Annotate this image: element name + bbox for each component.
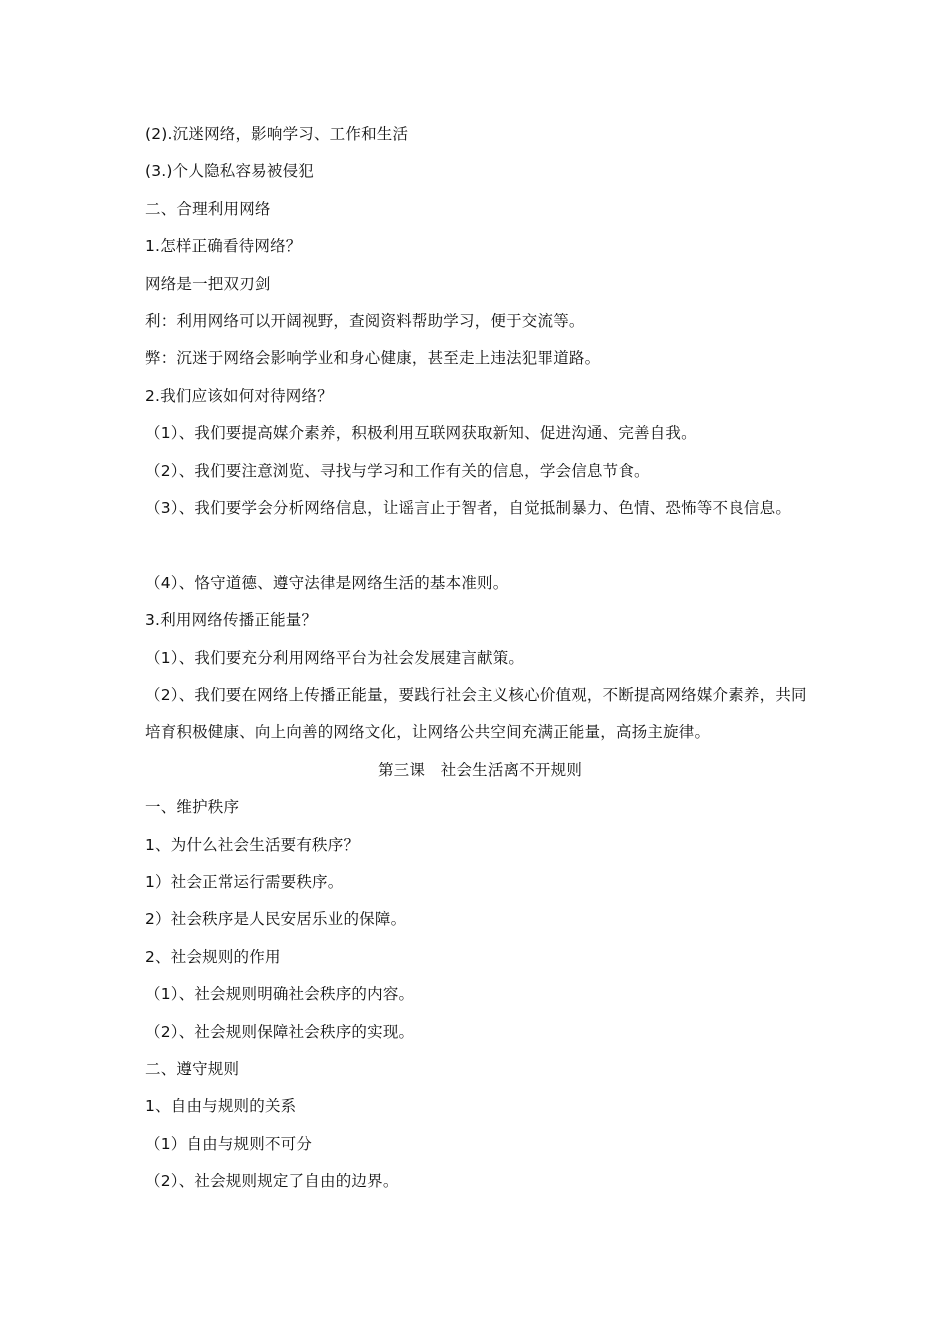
section-heading: 二、合理利用网络 [145,200,271,218]
question-heading: 2.我们应该如何对待网络？ [145,387,333,405]
list-item: 1）社会正常运行需要秩序。 [145,873,344,891]
text-line: (3.)个人隐私容易被侵犯 [145,162,314,180]
list-item: （2）、我们要在网络上传播正能量，要践行社会主义核心价值观，不断提高网络媒介素养，共同培育积极健康、向上向善的网络文化，让网络公共空间充满正能量，高扬主旋律。 [145,686,807,741]
list-item: （1）自由与规则不可分 [145,1135,313,1153]
question-heading: 2、社会规则的作用 [145,948,281,966]
list-item: （1）、我们要提高媒介素养，积极利用互联网获取新知、促进沟通、完善自我。 [145,424,697,442]
list-item: （4）、恪守道德、遵守法律是网络生活的基本准则。 [145,574,509,592]
list-item: 2）社会秩序是人民安居乐业的保障。 [145,910,407,928]
list-item: （3）、我们要学会分析网络信息，让谣言止于智者，自觉抵制暴力、色情、恐怖等不良信息。 [145,499,792,517]
text-line: 利：利用网络可以开阔视野，查阅资料帮助学习，便于交流等。 [145,312,585,330]
list-item: （2）、我们要注意浏览、寻找与学习和工作有关的信息，学会信息节食。 [145,462,650,480]
list-item: （1）、我们要充分利用网络平台为社会发展建言献策。 [145,649,525,667]
question-heading: 1、为什么社会生活要有秩序？ [145,836,360,854]
question-heading: 3.利用网络传播正能量？ [145,611,318,629]
question-heading: 1、自由与规则的关系 [145,1097,297,1115]
list-item: （2）、社会规则规定了自由的边界。 [145,1172,399,1190]
text-line: (2).沉迷网络，影响学习、工作和生活 [145,125,409,143]
lesson-title: 第三课 社会生活离不开规则 [377,761,583,779]
section-heading: 一、维护秩序 [145,798,240,816]
text-line: 网络是一把双刃剑 [145,275,271,293]
section-heading: 二、遵守规则 [145,1060,240,1078]
text-line: 弊：沉迷于网络会影响学业和身心健康，甚至走上违法犯罪道路。 [145,349,601,367]
question-heading: 1.怎样正确看待网络？ [145,237,302,255]
list-item: （1）、社会规则明确社会秩序的内容。 [145,985,415,1003]
list-item: （2）、社会规则保障社会秩序的实现。 [145,1023,415,1041]
